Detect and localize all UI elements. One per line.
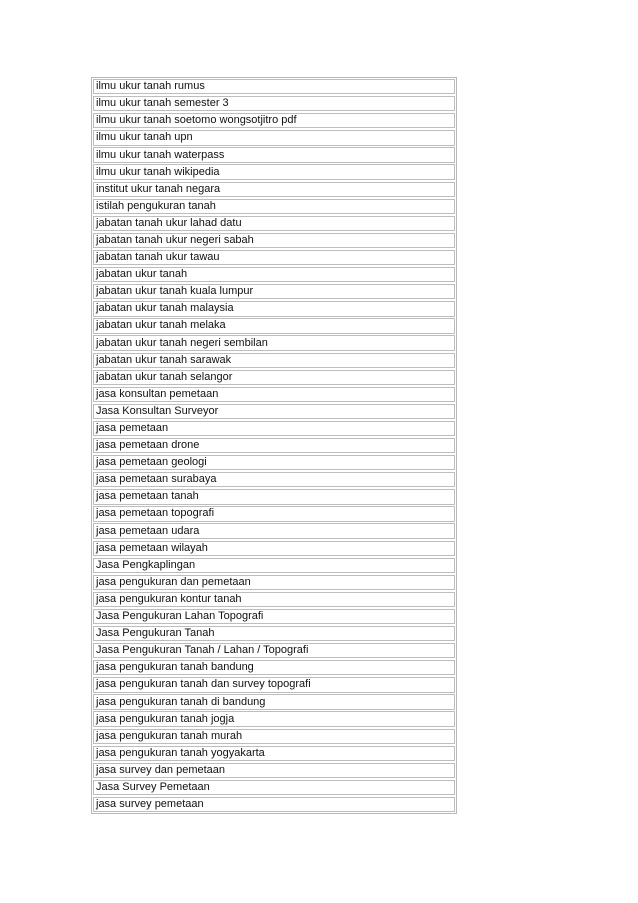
table-row: jasa pengukuran tanah murah — [93, 729, 455, 744]
table-row: jabatan ukur tanah melaka — [93, 318, 455, 333]
table-row: jasa pengukuran tanah di bandung — [93, 694, 455, 709]
table-row: jasa pengukuran tanah bandung — [93, 660, 455, 675]
table-row: istilah pengukuran tanah — [93, 199, 455, 214]
table-row: institut ukur tanah negara — [93, 182, 455, 197]
table-row: ilmu ukur tanah semester 3 — [93, 96, 455, 111]
table-row: Jasa Pengukuran Tanah — [93, 626, 455, 641]
table-row: jasa pemetaan topografi — [93, 506, 455, 521]
table-row: jasa pengukuran tanah yogyakarta — [93, 746, 455, 761]
table-row: jasa survey dan pemetaan — [93, 763, 455, 778]
table-row: jasa konsultan pemetaan — [93, 387, 455, 402]
table-row: Jasa Pengukuran Tanah / Lahan / Topografi — [93, 643, 455, 658]
table-row: ilmu ukur tanah upn — [93, 130, 455, 145]
table-row: jasa pengukuran tanah dan survey topografi — [93, 677, 455, 692]
table-row: jabatan ukur tanah sarawak — [93, 353, 455, 368]
table-row: jasa pengukuran dan pemetaan — [93, 575, 455, 590]
table-row: jasa pemetaan wilayah — [93, 541, 455, 556]
table-row: jabatan tanah ukur tawau — [93, 250, 455, 265]
table-row: Jasa Survey Pemetaan — [93, 780, 455, 795]
table-row: jabatan ukur tanah — [93, 267, 455, 282]
table-row: ilmu ukur tanah soetomo wongsotjitro pdf — [93, 113, 455, 128]
table-row: jasa pemetaan — [93, 421, 455, 436]
table-row: jabatan ukur tanah selangor — [93, 370, 455, 385]
table-row: jabatan ukur tanah negeri sembilan — [93, 335, 455, 350]
table-row: jabatan tanah ukur negeri sabah — [93, 233, 455, 248]
keyword-table — [91, 77, 457, 814]
table-row: ilmu ukur tanah wikipedia — [93, 164, 455, 179]
table-row: jabatan ukur tanah kuala lumpur — [93, 284, 455, 299]
table-row: jasa survey pemetaan — [93, 797, 455, 812]
table-row: Jasa Konsultan Surveyor — [93, 404, 455, 419]
table-row: jasa pemetaan udara — [93, 523, 455, 538]
table-row: ilmu ukur tanah waterpass — [93, 147, 455, 162]
table-row: jabatan ukur tanah malaysia — [93, 301, 455, 316]
table-row: jasa pemetaan drone — [93, 438, 455, 453]
table-row: jasa pengukuran tanah jogja — [93, 711, 455, 726]
table-row: jabatan tanah ukur lahad datu — [93, 216, 455, 231]
table-row: ilmu ukur tanah rumus — [93, 79, 455, 94]
table-row: Jasa Pengkaplingan — [93, 558, 455, 573]
table-row: jasa pemetaan surabaya — [93, 472, 455, 487]
table-row: Jasa Pengukuran Lahan Topografi — [93, 609, 455, 624]
table-row: jasa pemetaan tanah — [93, 489, 455, 504]
table-row: jasa pengukuran kontur tanah — [93, 592, 455, 607]
table-row: jasa pemetaan geologi — [93, 455, 455, 470]
